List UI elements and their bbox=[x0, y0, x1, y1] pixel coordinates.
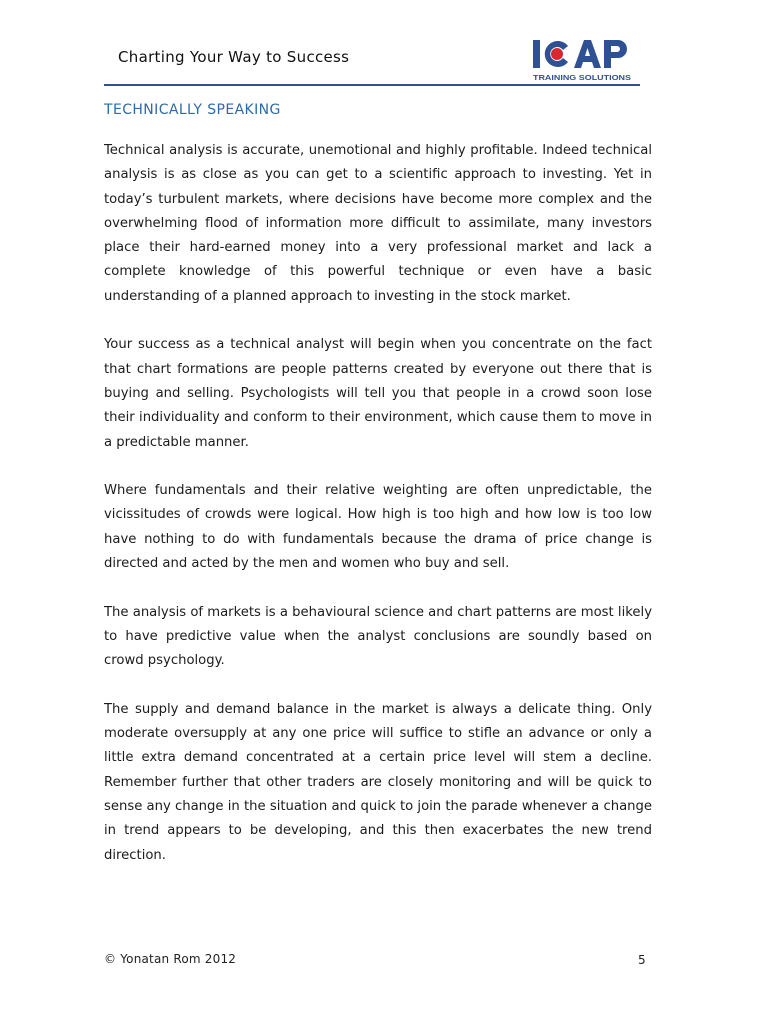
paragraph: The analysis of markets is a behavioural science and chart patterns are most likely to have predictive value when the analyst conclusions are soundly based on crowd psychology. bbox=[104, 604, 652, 669]
page-number: 5 bbox=[638, 953, 646, 967]
section-heading: TECHNICALLY SPEAKING bbox=[104, 102, 281, 118]
paragraph: Where fundamentals and their relative weighting are often unpredictable, the vicissitudes of crowds were logical. How high is too high and how low is too low have nothing to do with fundamentals because the drama of price change is directed and acted by the men and women who buy and sell. bbox=[104, 483, 652, 572]
body-text bbox=[104, 139, 652, 892]
paragraph: The supply and demand balance in the market is always a delicate thing. Only moderate oversupply at any one price will suffice to stifle an advance or only a little extra demand concentrated at a certain price level will stem a decline. Remember further that other traders are closely monitoring and will be quick to sense any change in the situation and quick to join the parade whenever a change in trend appears to be developing, and this then exacerbates the new trend direction. bbox=[104, 701, 652, 863]
icap-logo bbox=[530, 36, 634, 86]
logo-tagline: TRAINING SOLUTIONS bbox=[533, 73, 632, 82]
paragraph: Technical analysis is accurate, unemotional and highly profitable. Indeed technical analysis is as close as you can get to a scientific approach to investing. Yet in today’s turbulent markets, where decisions have become more complex and the overwhelming flood of information more difficult to assimilate, many investors place their hard-earned money into a very professional market and lack a complete knowledge of this powerful technique or even have a basic understanding of a planned approach to investing in the stock market. bbox=[104, 143, 652, 304]
logo-letter-a bbox=[574, 40, 601, 68]
document-header-title: Charting Your Way to Success bbox=[118, 48, 350, 66]
header-divider bbox=[104, 84, 640, 86]
logo-letter-i bbox=[533, 40, 540, 68]
footer-copyright: © Yonatan Rom 2012 bbox=[104, 952, 237, 966]
logo-letter-p bbox=[604, 40, 627, 68]
globe-icon bbox=[551, 48, 563, 60]
paragraph: Your success as a technical analyst will begin when you concentrate on the fact that chart formations are people patterns created by everyone out there that is buying and selling. Psychologists will tell you that people in a crowd soon lose their individuality and conform to their environment, which cause them to move in a predictable manner. bbox=[104, 337, 652, 450]
